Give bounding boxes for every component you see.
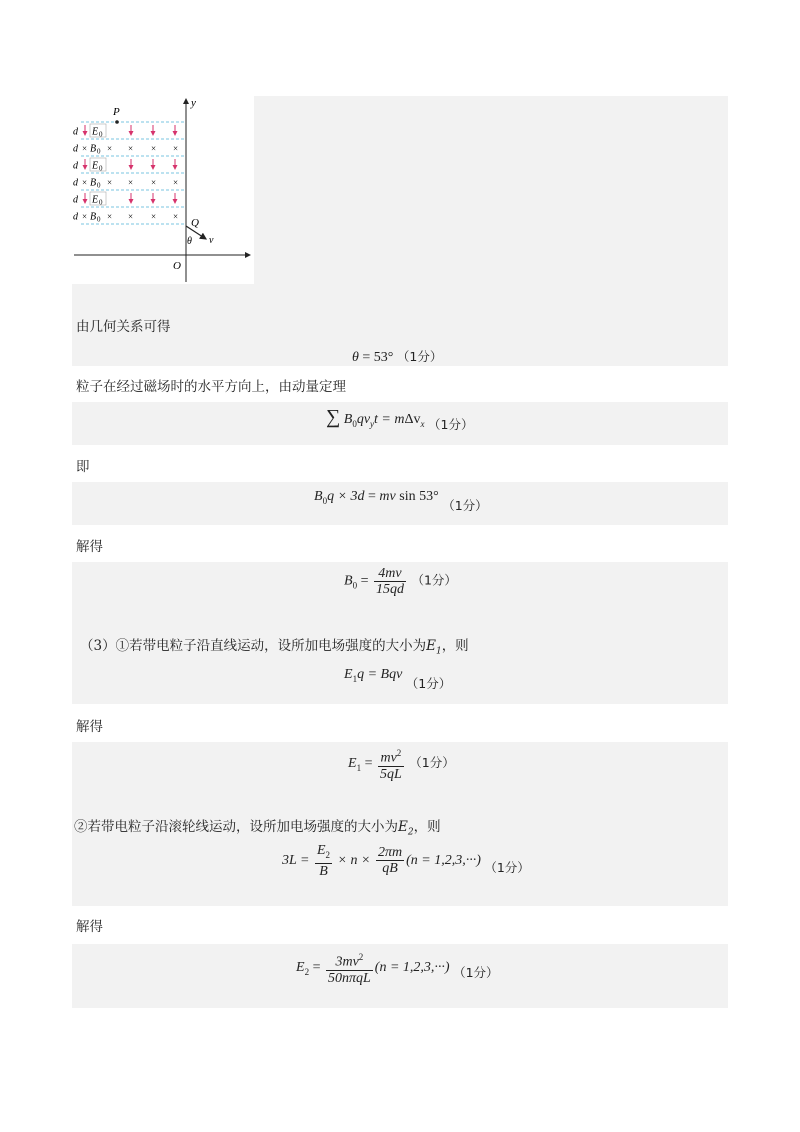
b-field-subscript: 0 bbox=[97, 215, 101, 224]
part3-line: （3）①若带电粒子沿直线运动，设所加电场强度的大小为$E_1$，则 bbox=[80, 638, 469, 657]
qv-symbol: qv bbox=[356, 412, 371, 427]
delta-v: Δv bbox=[404, 412, 421, 427]
e2-fraction: $\frac{3mv^2}{\text{50nπqL}}$ bbox=[327, 952, 371, 986]
theta-value: = 53° bbox=[362, 350, 394, 365]
point-p-dot bbox=[115, 120, 119, 124]
mv-symbol: mv bbox=[379, 489, 396, 504]
b-field-subscript: 0 bbox=[97, 181, 101, 190]
e2-over-b: $\frac{E_2}{B}$ bbox=[316, 843, 331, 879]
equation-e2: $E_2$ = $\frac{3mv^2}{\text{50nπqL}}$ (n = 1,2,3,···) （1分） bbox=[296, 952, 499, 986]
b-field-cross: × bbox=[173, 211, 179, 222]
b-field-cross: × bbox=[128, 211, 134, 222]
equals: = bbox=[364, 489, 380, 504]
ji-line: 即 bbox=[76, 459, 90, 475]
e2-lhs: E bbox=[296, 960, 305, 976]
b-field-cross: × bbox=[82, 211, 88, 222]
sin-term: sin 53° bbox=[395, 489, 439, 504]
theta-label: θ bbox=[187, 236, 192, 247]
equation-b0: $B_0$ = $\frac{4mv}{15qd}$ （1分） bbox=[344, 566, 457, 597]
score-8: （1分） bbox=[453, 965, 499, 981]
bqv-symbol: Bqv bbox=[380, 667, 403, 682]
y-axis-label: y bbox=[191, 97, 196, 109]
score-2: （1分） bbox=[428, 417, 474, 432]
b-field-label: B bbox=[90, 143, 97, 155]
layer-thickness-label: d bbox=[73, 143, 78, 155]
b-field-cross: × bbox=[151, 143, 157, 154]
score-5: （1分） bbox=[405, 676, 452, 691]
field-diagram bbox=[72, 96, 254, 284]
e-field-label: E bbox=[92, 126, 99, 138]
b-field-cross: × bbox=[82, 177, 88, 188]
b-field-subscript: 0 bbox=[97, 147, 101, 156]
point-p-label: P bbox=[113, 106, 120, 118]
t-eq-m: t = m bbox=[374, 412, 405, 427]
geometry-intro: 由几何关系可得 bbox=[76, 319, 171, 335]
b-field-label: B bbox=[90, 211, 97, 223]
b-field-cross: × bbox=[151, 177, 157, 188]
layer-thickness-label: d bbox=[73, 177, 78, 189]
b0-symbol: B bbox=[314, 489, 323, 504]
b-field-cross: × bbox=[128, 177, 134, 188]
b-field-cross: × bbox=[151, 211, 157, 222]
layer-thickness-label: d bbox=[73, 126, 78, 138]
b-field-cross: × bbox=[173, 143, 179, 154]
q-equals: q = bbox=[357, 667, 381, 682]
origin-label: O bbox=[173, 260, 181, 272]
period-fraction: $\frac{2\pi m}{qB}$ bbox=[377, 845, 403, 877]
b-symbol: B bbox=[343, 412, 353, 427]
velocity-label: v bbox=[209, 235, 214, 246]
layer-thickness-label: d bbox=[73, 160, 78, 172]
score-7: （1分） bbox=[484, 860, 530, 876]
e-field-label: E bbox=[92, 160, 99, 172]
b-field-cross: × bbox=[173, 177, 179, 188]
e-field-subscript: 0 bbox=[99, 198, 103, 207]
d-symbol: d bbox=[357, 489, 365, 504]
jiede-2: 解得 bbox=[76, 719, 103, 735]
b-field-cross: × bbox=[107, 143, 113, 154]
e-field-subscript: 0 bbox=[99, 130, 103, 139]
equation-3l bbox=[282, 843, 530, 879]
b0-lhs: B bbox=[344, 573, 353, 589]
theta-symbol: θ bbox=[352, 350, 359, 365]
score-1: （1分） bbox=[396, 349, 443, 364]
point-q-label: Q bbox=[191, 217, 199, 229]
q-times-3: q × 3 bbox=[327, 489, 358, 504]
e1-fraction: $\frac{mv^2}{5qL}$ bbox=[379, 748, 402, 782]
times-n: × n × bbox=[334, 853, 374, 869]
score-6: （1分） bbox=[409, 755, 455, 771]
b-field-label: B bbox=[90, 177, 97, 189]
equation-e1: $E_1$ = $\frac{mv^2}{5qL}$ （1分） bbox=[348, 748, 455, 782]
case2-line: ②若带电粒子沿滚轮线运动，设所加电场强度的大小为$E_2$，则 bbox=[74, 819, 441, 838]
e-field-subscript: 0 bbox=[99, 164, 103, 173]
3l-lhs: 3L = bbox=[282, 853, 313, 869]
n-condition-2: (n = 1,2,3,···) bbox=[374, 960, 450, 976]
equation-e1q: $E_1q$ = Bqv （1分） bbox=[344, 667, 452, 691]
layer-thickness-label: d bbox=[73, 211, 78, 223]
n-condition: (n = 1,2,3,···) bbox=[406, 853, 481, 869]
score-3: （1分） bbox=[442, 498, 488, 513]
momentum-intro: 粒子在经过磁场时的水平方向上，由动量定理 bbox=[76, 379, 346, 395]
b-field-cross: × bbox=[82, 143, 88, 154]
equation-momentum: ∑ $B_0qv_yt = m\Delta v_x$ （1分） bbox=[326, 406, 474, 432]
score-4: （1分） bbox=[411, 572, 457, 588]
layer-thickness-label: d bbox=[73, 194, 78, 206]
b-field-cross: × bbox=[107, 211, 113, 222]
b-field-cross: × bbox=[107, 177, 113, 188]
equation-theta bbox=[352, 347, 442, 366]
equation-b0-relation: $B_0q \times 3d$ = mv sin 53° （1分） bbox=[314, 489, 488, 513]
b-field-cross: × bbox=[128, 143, 134, 154]
b0-fraction: $\frac{4mv}{15qd}$ bbox=[375, 566, 404, 597]
e1-symbol: E bbox=[344, 667, 353, 682]
e1-lhs: E bbox=[348, 756, 357, 772]
jiede-1: 解得 bbox=[76, 539, 103, 555]
jiede-3: 解得 bbox=[76, 919, 103, 935]
e-field-label: E bbox=[92, 194, 99, 206]
sum-symbol: ∑ bbox=[326, 406, 341, 428]
